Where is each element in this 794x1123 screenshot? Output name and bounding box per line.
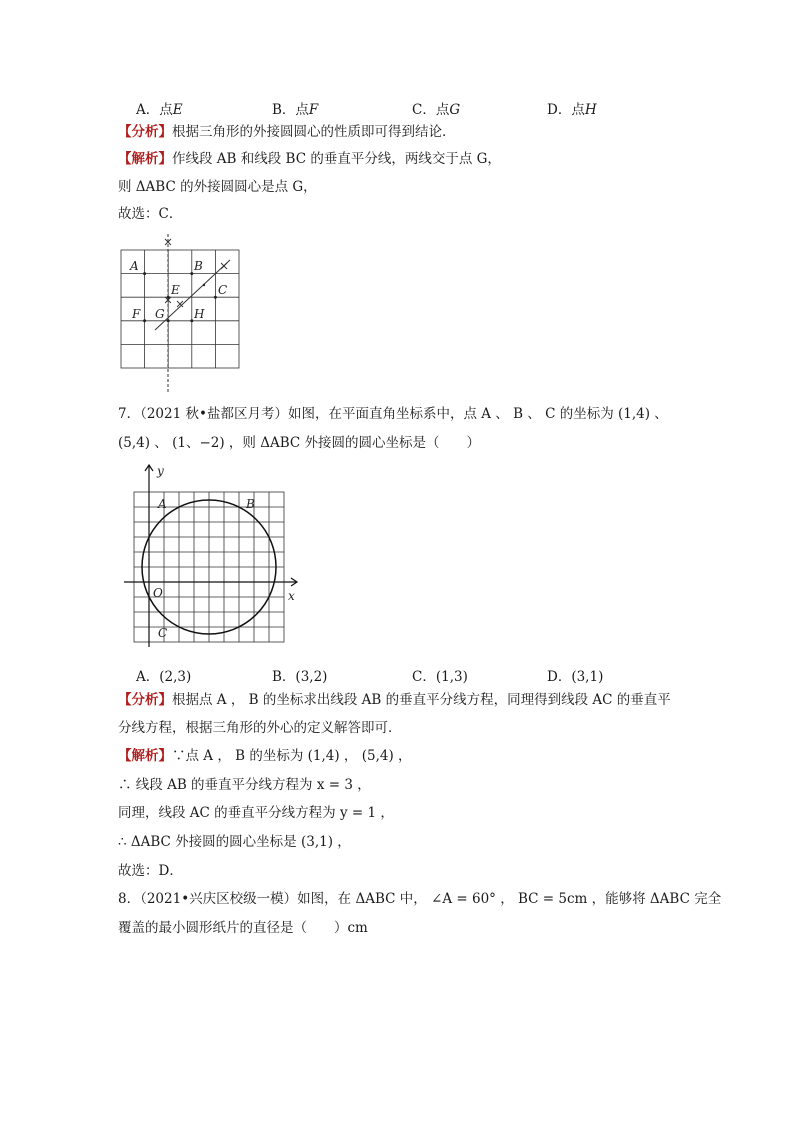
q8-stem-line-1: 8．（2021•兴庆区校级一模）如图，在 ΔABC 中， ∠A = 60° ， BC = 5cm ，能够将 ΔABC 完全 (118, 891, 722, 907)
coord-grid (134, 492, 284, 642)
analysis-tag: 【分析】 (118, 124, 172, 140)
origin-label: O (153, 586, 163, 600)
solution-tag: 【解析】 (118, 151, 172, 167)
q7-analysis-line-2: 分线方程，根据三角形的外心的定义解答即可． (118, 720, 402, 736)
axis-label-y: y (157, 464, 164, 478)
solution-line-1: ∵点 A ， B 的坐标为 (1,4) ， (5,4) ， (172, 748, 412, 764)
label-b: B (246, 497, 255, 511)
label-e: E (171, 283, 180, 297)
q7-solution-line-3: 同理，线段 AC 的垂直平分线方程为 y = 1 ， (118, 805, 394, 821)
label-g: G (155, 307, 165, 321)
solution-tag: 【解析】 (118, 748, 172, 764)
q7-option-c: C．(1,3) (412, 669, 468, 685)
q6-answer: 故选：C． (118, 206, 183, 222)
axis-label-x: x (288, 589, 295, 603)
q6-figure (115, 230, 245, 395)
q7-solution (118, 750, 412, 764)
label-h: H (194, 307, 205, 321)
q7-analysis (118, 694, 671, 708)
q7-solution-line-2: ∴ 线段 AB 的垂直平分线方程为 x = 3 ， (118, 777, 371, 793)
label-b: B (194, 259, 203, 273)
q6-option-d: D．点H (547, 102, 597, 118)
q6-option-b: B．点F (272, 102, 319, 118)
label-f: F (132, 307, 141, 321)
q7-stem-line-2: (5,4) 、 (1、−2) ，则 ΔABC 外接圆的圆心坐标是（ ） (118, 435, 480, 451)
label-a: A (130, 259, 139, 273)
q7-figure (120, 462, 310, 647)
q7-option-b: B．(3,2) (272, 669, 328, 685)
label-c: C (218, 283, 228, 297)
q6-solution (118, 153, 501, 167)
q6-option-c: C．点G (412, 102, 461, 118)
q7-option-a: A．(2,3) (136, 669, 192, 685)
q6-solution-line-2: 则 ΔABC 的外接圆圆心是点 G， (118, 179, 317, 195)
q8-stem-line-2: 覆盖的最小圆形纸片的直径是（ ）cm (118, 920, 368, 936)
analysis-text: 根据三角形的外接圆圆心的性质即可得到结论． (172, 124, 456, 140)
q7-option-d: D．(3,1) (547, 669, 604, 685)
analysis-tag: 【分析】 (118, 692, 172, 708)
label-a: A (158, 497, 167, 511)
q7-solution-line-4: ∴ ΔABC 外接圆的圆心坐标是 (3,1) ， (118, 834, 351, 850)
label-c: C (158, 626, 168, 640)
q7-answer: 故选：D． (118, 863, 183, 879)
q6-analysis (118, 126, 456, 140)
q6-option-a: A．点E (136, 102, 183, 118)
q7-stem-line-1: 7．（2021 秋•盐都区月考）如图，在平面直角坐标系中，点 A 、 B 、 C 的坐标为 (1,4) 、 (118, 406, 668, 422)
analysis-line-1: 根据点 A ， B 的坐标求出线段 AB 的垂直平分线方程，同理得到线段 AC 的垂直平 (172, 692, 671, 708)
solution-line-1: 作线段 AB 和线段 BC 的垂直平分线，两线交于点 G， (172, 151, 501, 167)
